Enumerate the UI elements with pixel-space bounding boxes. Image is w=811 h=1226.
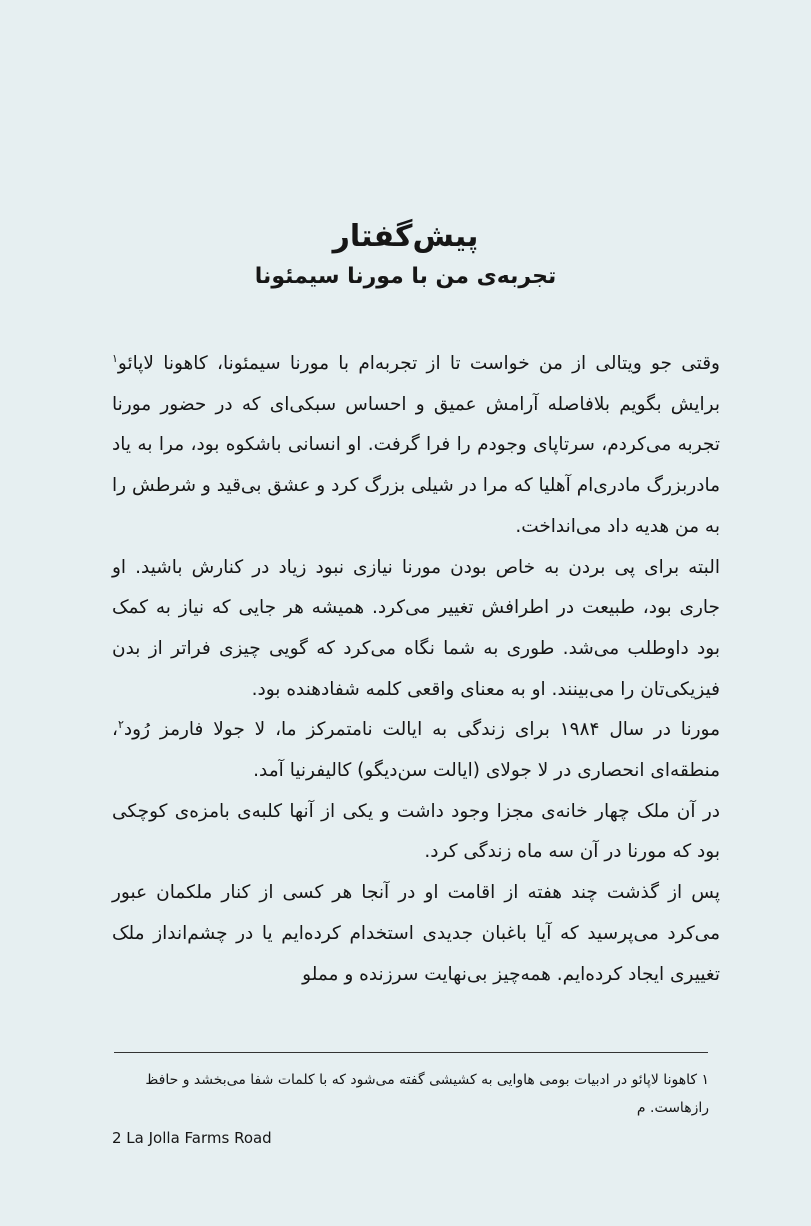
paragraph-3-part-b: ، منطقه‌ای انحصاری در لا جولای (ایالت سن‌دیگو) کالیفرنیا آمد. xyxy=(112,719,720,782)
footnote-2: 2 La Jolla Farms Road xyxy=(112,1129,272,1147)
paragraph-3-part-a: مورنا در سال ۱۹۸۴ برای زندگی به ایالت نامتمرکز ما، لا جولا فارمز رُود xyxy=(123,719,720,741)
paragraph-3 xyxy=(112,710,720,791)
chapter-subtitle: تجربه‌ی من با مورنا سیمئونا xyxy=(254,264,557,289)
paragraph-5: پس از گذشت چند هفته از اقامت او در آنجا هر کسی از کنار ملکمان عبور می‌کرد می‌پرسید که آیا باغبان جدیدی استخدام کرده‌ایم یا در چشم‌انداز ملک تغییری ایجاد کرده‌ایم. همه‌چیز بی‌نهایت سرزنده و مملو xyxy=(112,882,720,985)
footnote-divider xyxy=(114,1052,708,1053)
paragraph-1-part-b: برایش بگویم بلافاصله آرامش عمیق و احساس سبکی‌ای که در حضور مورنا تجربه می‌کردم، سرتاپای وجودم را فرا گرفت. او انسانی باشکوه بود، مرا به یاد مادربزرگ مادری‌ام آهلیا که مرا در شیلی بزرگ کرد و عشق بی‌قید و شرطش را به من هدیه داد می‌انداخت. xyxy=(112,393,720,537)
chapter-title: پیش‌گفتار xyxy=(332,219,479,254)
paragraph-2: البته برای پی بردن به خاص بودن مورنا نیازی نبود زیاد در کنارش باشید. او جاری بود، طبیعت در اطرافش تغییر می‌کرد. همیشه هر جایی که نیاز به کمک بود داوطلب می‌شد. طوری به شما نگاه می‌کرد که گویی چیزی فراتر از بدن فیزیکی‌تان را می‌بینند. او به معنای واقعی کلمه شفادهنده بود. xyxy=(112,556,720,700)
paragraph-1 xyxy=(112,344,720,548)
footnote-marker-2: ۲ xyxy=(117,718,124,732)
footnote-marker-1: ۱ xyxy=(112,351,118,365)
paragraph-4: در آن ملک چهار خانه‌ی مجزا وجود داشت و یکی از آنها کلبه‌ی بامزه‌ی کوچکی بود که مورنا در آن سه ماه زندگی کرد. xyxy=(112,800,720,863)
body-text xyxy=(112,344,720,995)
footnote-1: ۱ کاهونا لاپائو در ادبیات بومی هاوایی به کشیشی گفته می‌شود که با کلمات شفا می‌بخشد و حافظ رازهاست. م xyxy=(145,1072,709,1116)
paragraph-1-part-a: وقتی جو ویتالی از من خواست تا از تجربه‌ام با مورنا سیمئونا، کاهونا لاپائو xyxy=(117,353,720,374)
footnotes xyxy=(112,1066,709,1152)
